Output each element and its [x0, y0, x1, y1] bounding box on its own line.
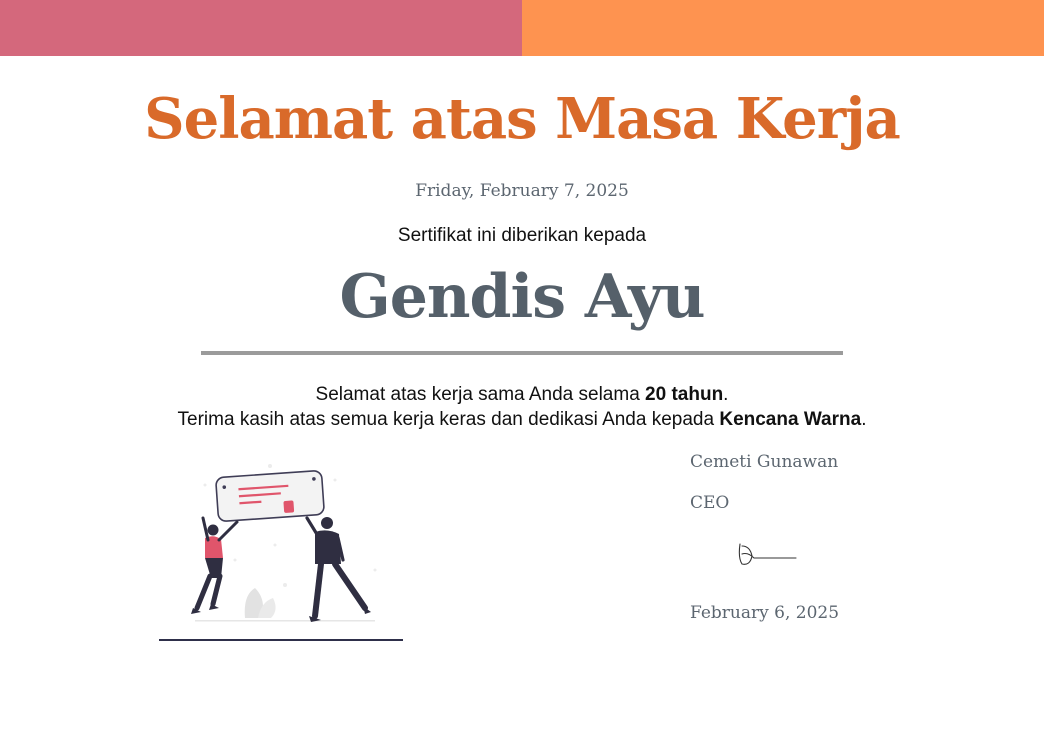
top-band-right — [522, 0, 1044, 56]
signer-name: Cemeti Gunawan — [690, 452, 839, 472]
top-band-left — [0, 0, 522, 56]
certificate-date: Friday, February 7, 2025 — [415, 181, 629, 201]
signer-role: CEO — [690, 493, 730, 513]
recipient-name: Gendis Ayu — [339, 262, 705, 332]
message-line-2 — [0, 409, 1044, 431]
certificate-title: Selamat atas Masa Kerja — [144, 86, 900, 152]
name-underline — [201, 351, 843, 355]
company-name: Kencana Warna — [719, 409, 862, 430]
message-line-2-prefix: Terima kasih atas semua kerja keras dan dedikasi Anda kepada — [177, 409, 720, 430]
years-of-service: 20 tahun — [645, 384, 724, 405]
message-line-1-suffix: . — [723, 384, 729, 405]
celebration-illustration — [175, 460, 395, 630]
message-line-1 — [0, 384, 1044, 406]
message-line-1-prefix: Selamat atas kerja sama Anda selama — [315, 384, 646, 405]
message-line-2-suffix: . — [861, 409, 867, 430]
given-to-label: Sertifikat ini diberikan kepada — [397, 225, 647, 246]
illustration-underline — [159, 639, 403, 641]
signature-mark — [736, 540, 800, 570]
signature-date: February 6, 2025 — [690, 603, 840, 623]
